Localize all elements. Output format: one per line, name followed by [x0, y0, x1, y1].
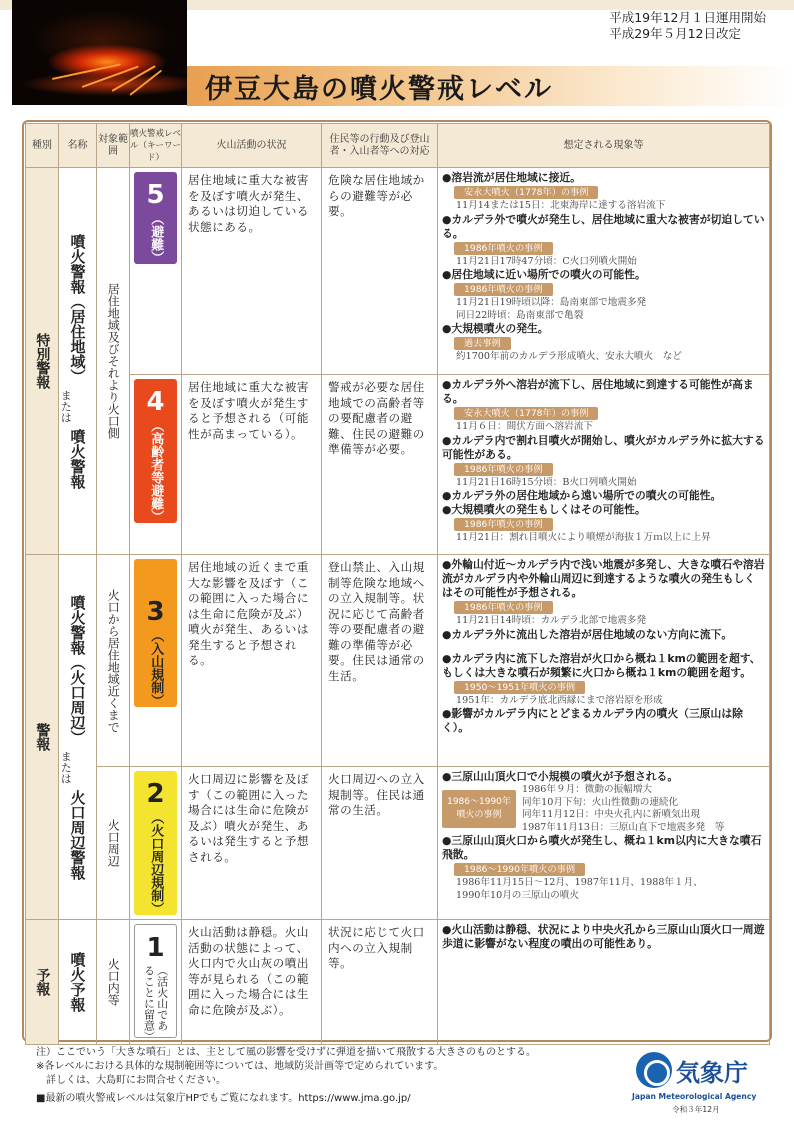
jma-logo-english: Japan Meteorological Agency [632, 1092, 757, 1101]
level5-tag4: 過去事例 [454, 337, 511, 350]
level4-response: 警戒が必要な居住地域での高齢者等の要配慮者の避難、住民の避難の準備等が必要。 [322, 375, 438, 555]
level5-cell [130, 168, 182, 375]
level5-keyword: （避難） [148, 212, 164, 264]
level2-item1: ●三原山山頂火口で小規模の噴火が予想される。 [442, 770, 679, 783]
level5-item4: ●大規模噴火の発生。 [442, 322, 549, 335]
level1-activity: 火山活動は静穏。火山活動の状態によって、火口内で火山灰の噴出等が見られる（この範囲に入った場合には生命に危険が及ぶ）。 [182, 920, 322, 1045]
level4-item4: ●大規模噴火の発生もしくはその可能性。 [442, 503, 646, 516]
level3-cell [130, 555, 182, 767]
level5-activity: 居住地域に重大な被害を及ぼす噴火が発生、あるいは切迫している状態にある。 [182, 168, 322, 375]
category-warning-label: 警報 [34, 723, 51, 751]
category-forecast [26, 920, 59, 1045]
name-forecast-main: 噴火予報 [68, 952, 87, 1012]
level5-note3a: 11月21日19時頃以降：島南東部で地震多発 [456, 297, 647, 308]
level5-note4: 約1700年前のカルデラ形成噴火、安永大噴火 など [456, 351, 682, 362]
level4-tag2: 1986年噴火の事例 [454, 463, 553, 476]
level2-tagbox: 1986～1990年噴火の事例 [442, 790, 516, 828]
level5-note2: 11月21日17時47分頃：C火口列噴火開始 [456, 255, 637, 267]
scope-level2-label: 火口周辺 [106, 819, 121, 867]
scope-level2 [97, 767, 130, 920]
level5-note3b: 同日22時頃：島南東部で亀裂 [456, 309, 584, 321]
level2-tag2: 1986～1990年噴火の事例 [454, 863, 585, 876]
level5-note1: 11月14または15日：北東海岸に達する溶岩流下 [456, 200, 666, 211]
level3-item3: ●カルデラ内に流下した溶岩が火口から概ね１kmの範囲を超す、もしくは大きな噴石が頻繁に火口から概ね１kmの範囲を超す。 [442, 651, 761, 679]
level5-item1: ●溶岩流が居住地域に接近。 [442, 171, 581, 184]
category-forecast-label: 予報 [34, 968, 51, 996]
level4-item3: ●カルデラ外の居住地域から遠い場所での噴火の可能性。 [442, 489, 722, 502]
col-phenomena: 想定される現象等 [438, 124, 770, 168]
date-start: 平成19年12月１日運用開始 [609, 10, 766, 25]
col-response: 住民等の行動及び登山者・入山者等への対応 [322, 124, 438, 168]
jma-emblem-icon [636, 1052, 672, 1088]
level4-activity: 居住地域に重大な被害を及ぼす噴火が発生すると予想される（可能性が高まっている）。 [182, 375, 322, 555]
level5-tag1: 安永大噴火（1778年）の事例 [454, 186, 598, 199]
header-row [26, 124, 770, 168]
level2-note2b: 1990年10月の三原山の噴火 [456, 889, 579, 901]
level4-item1: ●カルデラ外へ溶岩が流下し、居住地域に到達する可能性が高まる。 [442, 378, 754, 405]
level5-phenomena [438, 168, 770, 375]
level5-item3: ●居住地域に近い場所での噴火の可能性。 [442, 268, 646, 281]
level3-badge [134, 559, 177, 707]
jma-logo-name: 気象庁 [676, 1058, 748, 1087]
scope-forecast [97, 920, 130, 1045]
level5-tag2: 1986年噴火の事例 [454, 242, 553, 255]
scope-level3 [97, 555, 130, 767]
col-name: 名称 [59, 124, 97, 168]
footer-notes [36, 1046, 536, 1106]
level3-response: 登山禁止、入山規制等危険な地域への立入規制等。状況に応じて高齢者等の要配慮者の避難の準備等が必要。住民は通常の生活。 [322, 555, 438, 767]
scope-level3-label: 火口から居住地域近くまで [106, 588, 121, 733]
level3-row [26, 555, 770, 767]
level1-item: ●火山活動は静穏、状況により中央火孔から三原山山頂火口一周遊歩道に影響がない程度の噴出の可能性あり。 [442, 923, 765, 950]
date-revised: 平成29年５月12日改定 [609, 26, 741, 41]
level2-notes [522, 784, 724, 834]
footer-note3: 詳しくは、大島町にお問合せください。 [36, 1075, 226, 1086]
scope-special [97, 168, 130, 555]
level5-row [26, 168, 770, 375]
name-forecast [59, 920, 97, 1045]
level3-tag3: 1950～1951年噴火の事例 [454, 681, 585, 694]
level4-note4: 11月21日：割れ目噴火により噴煙が海抜１万ｍ以上に上昇 [456, 532, 711, 543]
col-scope: 対象範囲 [97, 124, 130, 168]
level3-item2: ●カルデラ外に流出した溶岩が居住地域のない方向に流下。 [442, 627, 733, 641]
level2-number: 2 [146, 779, 165, 809]
level4-tag1: 安永大噴火（1778年）の事例 [454, 407, 598, 420]
level1-number: 1 [146, 933, 165, 963]
level4-keyword: （高齢者等避難） [148, 419, 164, 523]
level5-response: 危険な居住地域からの避難等が必要。 [322, 168, 438, 375]
level2-cell [130, 767, 182, 920]
level3-keyword: （入山規制） [148, 629, 164, 707]
footer-note2: ※各レベルにおける具体的な規制範囲等については、地域防災計画等で定められています。 [36, 1061, 444, 1072]
level3-note3: 1951年：カルデラ底北西縁にまで溶岩原を形成 [456, 694, 663, 706]
col-level: 噴火警戒レベル（キーワード） [130, 124, 182, 168]
volcano-photo [12, 0, 187, 105]
issue-date: 令和３年12月 [672, 1105, 720, 1114]
level1-phenomena [438, 920, 770, 1045]
category-special [26, 168, 59, 555]
level3-phenomena [438, 555, 770, 767]
level4-badge [134, 379, 177, 523]
level1-keyword: （活火山であることに留意） [142, 965, 169, 1042]
alert-level-table [25, 123, 770, 1045]
name-special-main1: 噴火警報（居住地域） [68, 233, 87, 384]
level1-badge [134, 924, 177, 1042]
level2-activity: 火口周辺に影響を及ぼす（この範囲に入った場合には生命に危険が及ぶ）噴火が発生、あるいは発生すると予想される。 [182, 767, 322, 920]
level4-note1: 11月６日：間伏方面へ溶岩流下 [456, 421, 593, 432]
jma-logo [636, 1052, 748, 1088]
level5-item2: ●カルデラ外で噴火が発生し、居住地域に重大な被害が切迫している。 [442, 212, 765, 240]
level2-note1b: 同年10月下旬：火山性微動の連続化 [522, 796, 679, 808]
level3-item1: ●外輪山付近～カルデラ内で浅い地震が多発し、大きな噴石や溶岩流がカルデラ内や外輪山周辺に到達するような噴火の発生もしくはその可能性が予想される。 [442, 558, 765, 599]
name-special [59, 168, 97, 555]
category-warning [26, 555, 59, 920]
date-info [609, 10, 766, 42]
name-warning-main1: 噴火警報（火口周辺） [68, 594, 87, 745]
level3-number: 3 [146, 597, 165, 627]
col-category: 種別 [26, 124, 59, 168]
name-special-or: または [59, 389, 73, 423]
level3-note1: 11月21日14時頃：カルデラ北部で地震多発 [456, 615, 647, 626]
level3-activity: 居住地域の近くまで重大な影響を及ぼす（この範囲に入った場合には生命に危険が及ぶ）噴火が発生、あるいは発生すると予想される。 [182, 555, 322, 767]
level1-row [26, 920, 770, 1045]
level2-note1c: 同年11月12日：中央火孔内に新噴気出現 [522, 809, 700, 820]
level2-phenomena [438, 767, 770, 920]
name-warning-main2: 火口周辺警報 [68, 789, 87, 880]
level2-badge [134, 771, 177, 915]
page-title: 伊豆大島の噴火警戒レベル [205, 74, 553, 105]
level5-number: 5 [146, 180, 165, 210]
name-special-main2: 噴火警報 [68, 428, 87, 489]
level4-tag4: 1986年噴火の事例 [454, 518, 553, 531]
scope-special-label: 居住地域及びそれより火口側 [106, 283, 121, 439]
level2-keyword: （火口周辺規制） [148, 811, 164, 915]
scope-forecast-label: 火口内等 [106, 958, 121, 1006]
level4-note2: 11月21日16時15分頃：B火口列噴火開始 [456, 476, 637, 488]
level2-example [442, 784, 765, 834]
name-warning-or: または [59, 750, 73, 784]
level4-number: 4 [146, 387, 165, 417]
name-warning [59, 555, 97, 920]
level2-item2: ●三原山山頂火口から噴火が発生し、概ね１km以内に大きな噴石飛散。 [442, 834, 762, 861]
level2-note1a: 1986年９月：微動の振幅増大 [522, 784, 652, 795]
category-special-label: 特別警報 [34, 333, 51, 389]
level4-item2: ●カルデラ内で割れ目噴火が開始し、噴火がカルデラ外に拡大する可能性がある。 [442, 433, 765, 461]
footer-note1: 注）ここでいう「大きな噴石」とは、主として風の影響を受けずに弾道を描いて飛散する大きさのものとする。 [36, 1047, 536, 1058]
level3-tag1: 1986年噴火の事例 [454, 601, 553, 614]
level5-badge [134, 172, 177, 264]
level2-response: 火口周辺への立入規制等。住民は通常の生活。 [322, 767, 438, 920]
level4-phenomena [438, 375, 770, 555]
level2-row [26, 767, 770, 920]
col-activity: 火山活動の状況 [182, 124, 322, 168]
level4-row [26, 375, 770, 555]
footer-note4[interactable]: ■最新の噴火警戒レベルは気象庁HPでもご覧になれます。https://www.jma.go.jp/ [36, 1093, 411, 1104]
level5-tag3: 1986年噴火の事例 [454, 283, 553, 296]
level1-cell [130, 920, 182, 1045]
level2-note1d: 1987年11月13日：三原山直下で地震多発 等 [522, 821, 725, 833]
level4-cell [130, 375, 182, 555]
level3-item4: ●影響がカルデラ内にとどまるカルデラ内の噴火（三原山は除く）。 [442, 707, 743, 734]
level1-response: 状況に応じて火口内への立入規制等。 [322, 920, 438, 1045]
level2-note2a: 1986年11月15日～12月、1987年11月、1988年１月、 [456, 877, 703, 888]
